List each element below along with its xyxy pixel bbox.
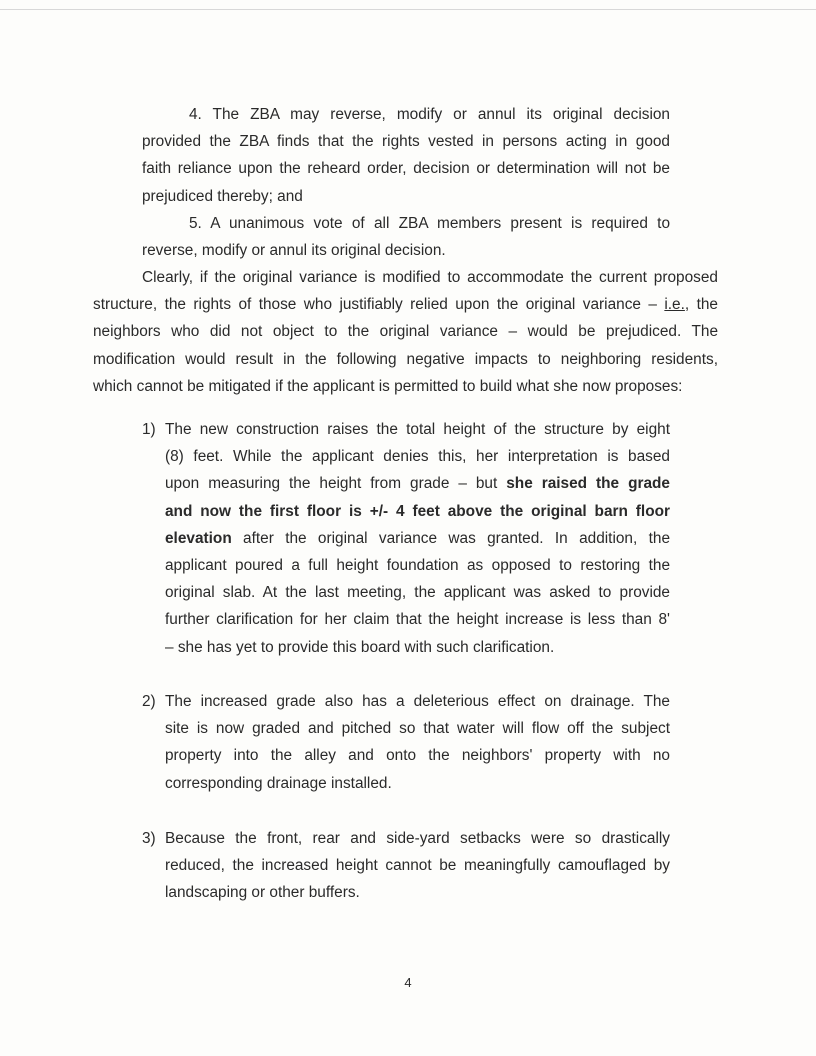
item-4-line: prejudiced thereby; and	[142, 187, 303, 205]
list-item-1	[165, 416, 670, 661]
ie-abbreviation: i.e.	[664, 296, 685, 314]
list-item-line: landscaping or other buffers.	[165, 884, 360, 902]
list-marker: 3)	[142, 830, 156, 847]
list-item-line: The increased grade also has a deleterious effect on drainage. The	[165, 693, 670, 710]
list-item-line	[165, 525, 670, 552]
list-item-line	[165, 470, 670, 497]
item-4-paragraph	[142, 101, 670, 210]
item-5-line: 5. A unanimous vote of all ZBA members present is required to	[189, 215, 670, 232]
main-paragraph-text: structure, the rights of those who justifiably relied upon the original variance –	[93, 296, 665, 314]
item-4-line: faith reliance upon the reheard order, decision or determination will not be	[142, 160, 670, 178]
list-item-line: (8) feet. While the applicant denies this, her interpretation is based	[165, 448, 670, 466]
emphasis-text: she raised the grade	[506, 475, 670, 493]
main-paragraph-line: neighbors who did not object to the original variance – would be prejudiced. The	[93, 323, 718, 341]
main-paragraph-line: which cannot be mitigated if the applicant is permitted to build what she now proposes:	[93, 377, 683, 395]
list-item-text: after the original variance was granted. In addition, the	[231, 529, 670, 547]
item-5-paragraph	[142, 210, 670, 264]
list-marker: 1)	[142, 421, 156, 438]
emphasis-text: elevation	[165, 529, 232, 547]
main-paragraph-line: Clearly, if the original variance is modified to accommodate the current proposed	[142, 269, 718, 286]
list-item-line: – she has yet to provide this board with such clarification.	[165, 638, 555, 656]
emphasis-text: and now the first floor is +/- 4 feet above the original barn floor	[165, 502, 670, 520]
list-item-text: upon measuring the height from grade – but	[165, 475, 507, 493]
list-item-line: original slab. At the last meeting, the applicant was asked to provide	[165, 584, 670, 602]
list-item-line: property into the alley and onto the neighbors' property with no	[165, 747, 670, 765]
list-item-line: reduced, the increased height cannot be meaningfully camouflaged by	[165, 857, 670, 875]
list-item-line	[165, 498, 670, 525]
main-paragraph-line	[93, 291, 718, 318]
list-item-line: site is now graded and pitched so that water will flow off the subject	[165, 720, 670, 738]
list-item-2	[165, 688, 670, 797]
main-paragraph-text: , the	[684, 296, 718, 314]
main-paragraph	[93, 264, 718, 400]
list-item-line: applicant poured a full height foundation as opposed to restoring the	[165, 557, 670, 575]
list-marker: 2)	[142, 693, 156, 710]
list-item-line: The new construction raises the total height of the structure by eight	[165, 421, 670, 438]
list-item-line: Because the front, rear and side-yard setbacks were so drastically	[165, 830, 670, 847]
page-number: 4	[404, 975, 412, 990]
list-item-3	[165, 825, 670, 907]
item-4-line: provided the ZBA finds that the rights vested in persons acting in good	[142, 133, 670, 151]
item-5-line: reverse, modify or annul its original decision.	[142, 242, 446, 260]
list-item-line: further clarification for her claim that the height increase is less than 8'	[165, 611, 670, 629]
item-4-line: 4. The ZBA may reverse, modify or annul its original decision	[189, 106, 670, 123]
list-item-line: corresponding drainage installed.	[165, 774, 392, 792]
main-paragraph-line: modification would result in the following negative impacts to neighboring residents,	[93, 350, 718, 368]
